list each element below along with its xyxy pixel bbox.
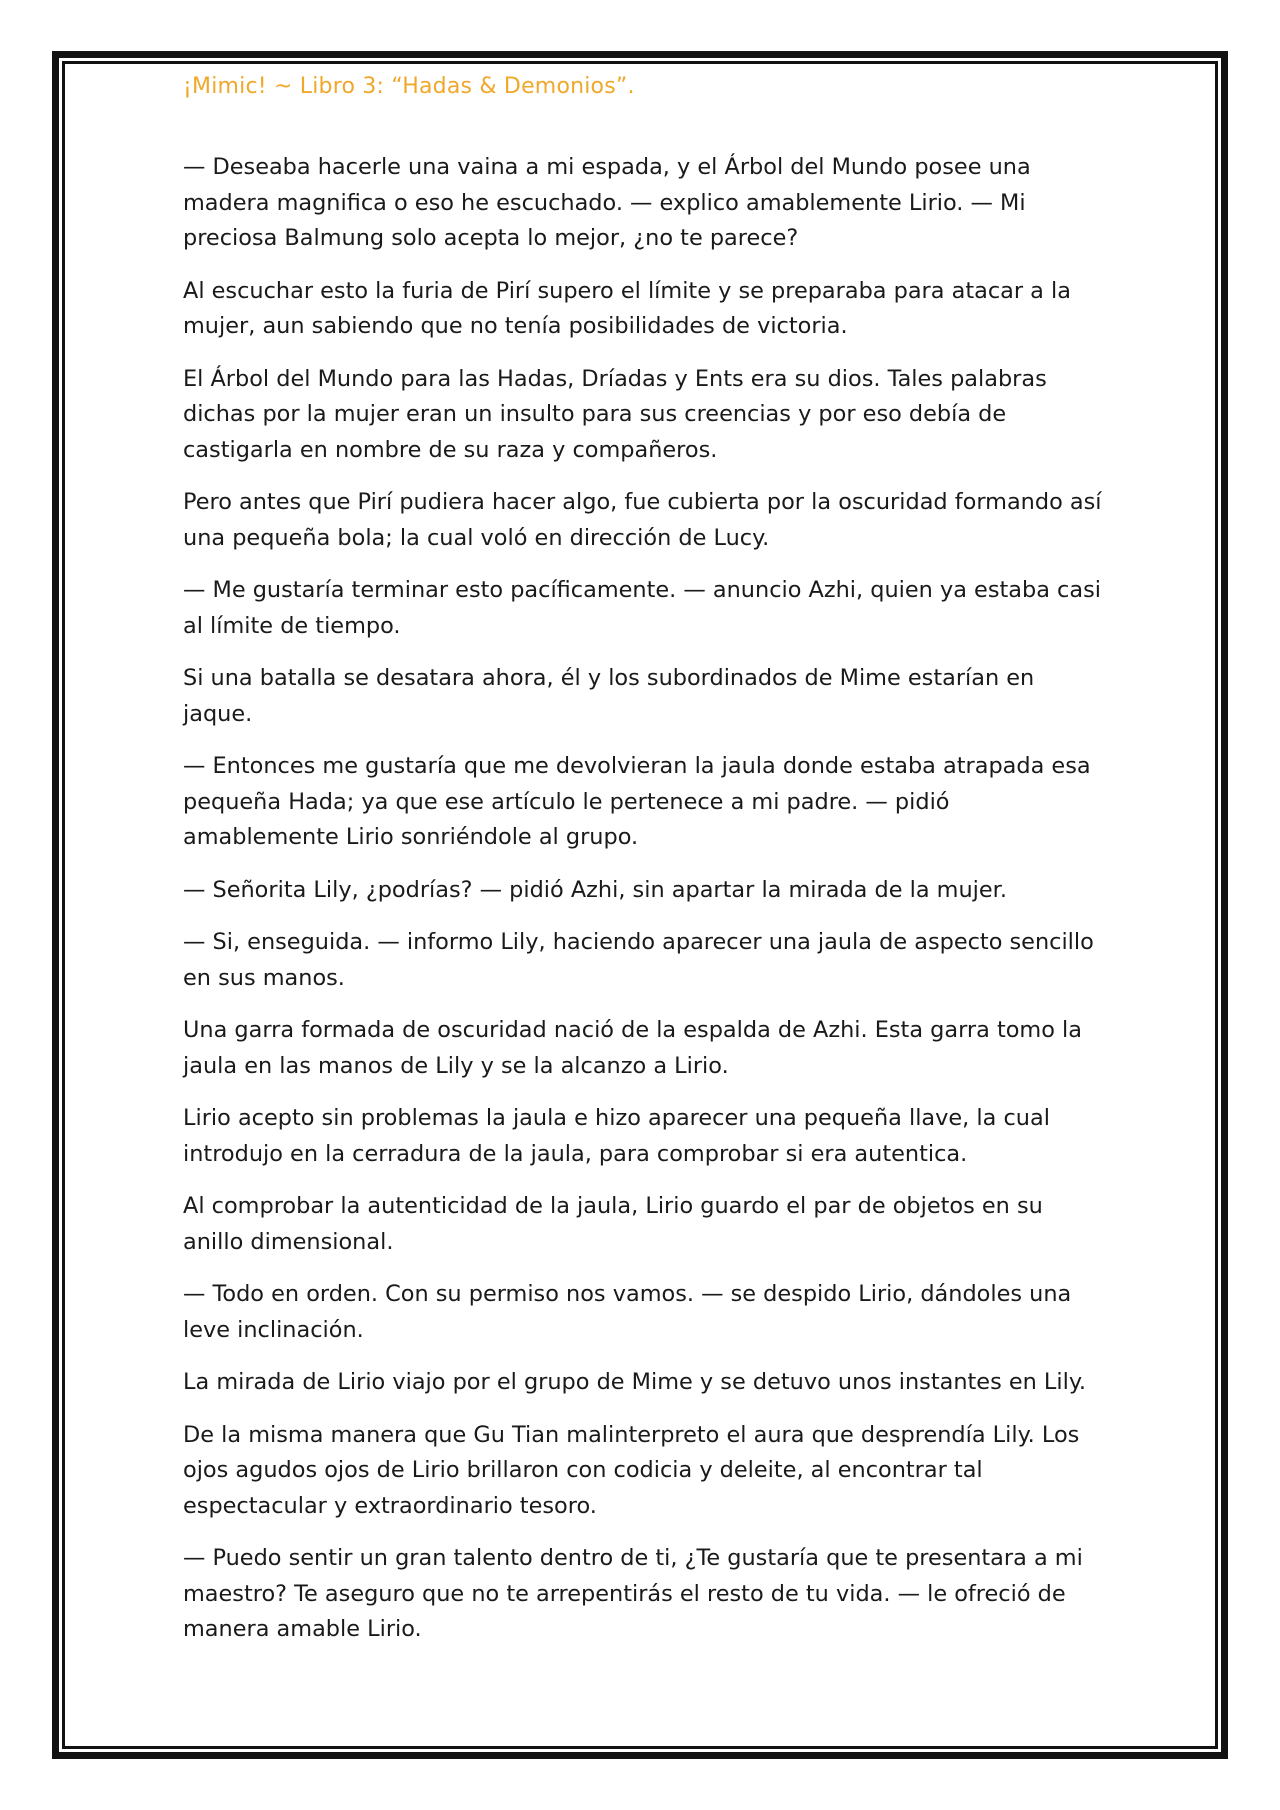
- paragraph: Al comprobar la autenticidad de la jaula, Lirio guardo el par de objetos en su anillo dimensional.: [183, 1193, 1043, 1255]
- document-body: [183, 150, 1103, 1665]
- paragraph: — Me gustaría terminar esto pacíficamente. — anuncio Azhi, quien ya estaba casi al límite de tiempo.: [183, 577, 1101, 639]
- paragraph: — Si, enseguida. — informo Lily, haciendo aparecer una jaula de aspecto sencillo en sus manos.: [183, 929, 1094, 991]
- paragraph: La mirada de Lirio viajo por el grupo de Mime y se detuvo unos instantes en Lily.: [183, 1369, 1087, 1395]
- paragraph: Lirio acepto sin problemas la jaula e hizo aparecer una pequeña llave, la cual introdujo en la cerradura de la jaula, para comprobar si era autentica.: [183, 1105, 1050, 1167]
- paragraph: — Señorita Lily, ¿podrías? — pidió Azhi, sin apartar la mirada de la mujer.: [183, 876, 1007, 903]
- paragraph: — Entonces me gustaría que me devolvieran la jaula donde estaba atrapada esa pequeña Hada; ya que ese artículo le pertenece a mi padre. — pidió amablemente Lirio sonriéndole al grupo.: [183, 753, 1091, 850]
- paragraph: — Deseaba hacerle una vaina a mi espada, y el Árbol del Mundo posee una madera magnifica o eso he escuchado. — explico amablemente Lirio. — Mi preciosa Balmung solo acepta lo mejor, ¿no te parece?: [183, 154, 1031, 251]
- paragraph: Al escuchar esto la furia de Pirí supero el límite y se preparaba para atacar a la mujer, aun sabiendo que no tenía posibilidades de victoria.: [183, 277, 1071, 339]
- paragraph: — Puedo sentir un gran talento dentro de ti, ¿Te gustaría que te presentara a mi maestro? Te aseguro que no te arrepentirás el resto de tu vida. — le ofreció de manera amable Lirio.: [183, 1545, 1083, 1642]
- paragraph: Pero antes que Pirí pudiera hacer algo, fue cubierta por la oscuridad formando así una pequeña bola; la cual voló en dirección de Lucy.: [183, 489, 1102, 551]
- paragraph: De la misma manera que Gu Tian malinterpreto el aura que desprendía Lily. Los ojos agudos ojos de Lirio brillaron con codicia y deleite, al encontrar tal espectacular y extraordinario tesoro.: [183, 1421, 1080, 1519]
- paragraph: Una garra formada de oscuridad nació de la espalda de Azhi. Esta garra tomo la jaula en las manos de Lily y se la alcanzo a Lirio.: [183, 1017, 1083, 1079]
- paragraph: El Árbol del Mundo para las Hadas, Dríadas y Ents era su dios. Tales palabras dichas por la mujer eran un insulto para sus creencias y por eso debía de castigarla en nombre de su raza y compañeros.: [183, 365, 1047, 463]
- paragraph: — Todo en orden. Con su permiso nos vamos. — se despido Lirio, dándoles una leve inclinación.: [183, 1281, 1072, 1343]
- paragraph: Si una batalla se desatara ahora, él y los subordinados de Mime estarían en jaque.: [183, 665, 1035, 727]
- running-header: ¡Mimic! ~ Libro 3: “Hadas & Demonios”.: [183, 74, 635, 99]
